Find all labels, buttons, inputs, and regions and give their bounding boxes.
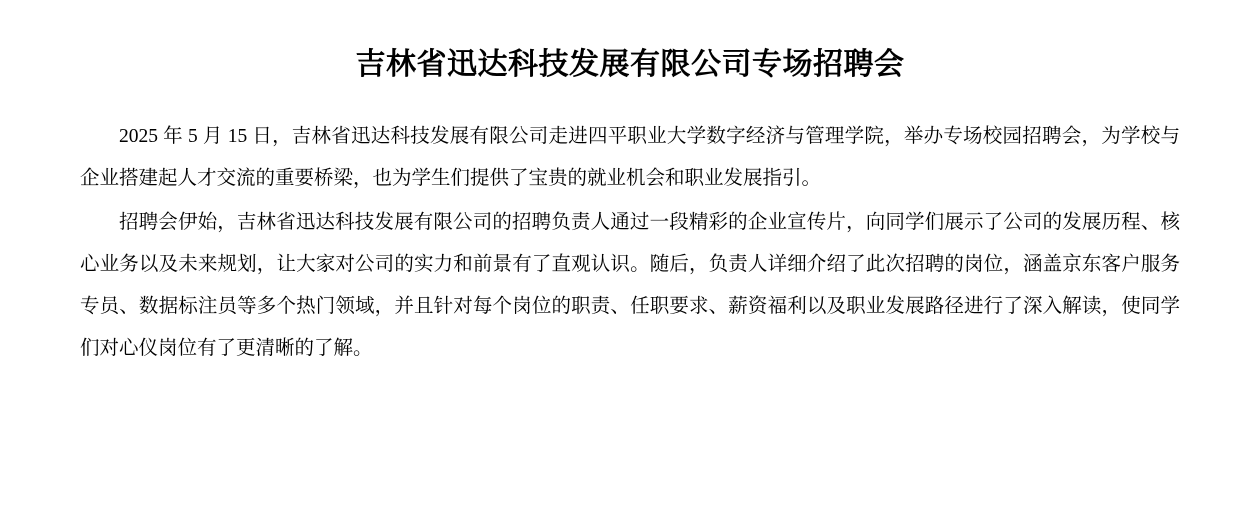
paragraph: 2025 年 5 月 15 日，吉林省迅达科技发展有限公司走进四平职业大学数字经济与管理学院，举办专场校园招聘会，为学校与企业搭建起人才交流的重要桥梁，也为学生们提供了宝贵的就业机会和职业发展指引。 [80,126,1180,189]
page-title: 吉林省迅达科技发展有限公司专场招聘会 [355,48,905,81]
paragraph: 招聘会伊始，吉林省迅达科技发展有限公司的招聘负责人通过一段精彩的企业宣传片，向同学们展示了公司的发展历程、核心业务以及未来规划，让大家对公司的实力和前景有了直观认识。随后，负责人详细介绍了此次招聘的岗位，涵盖京东客户服务专员、数据标注员等多个热门领域，并且针对每个岗位的职责、任职要求、薪资福利以及职业发展路径进行了深入解读，使同学们对心仪岗位有了更清晰的了解。 [80,212,1180,359]
document-body [80,116,1180,370]
